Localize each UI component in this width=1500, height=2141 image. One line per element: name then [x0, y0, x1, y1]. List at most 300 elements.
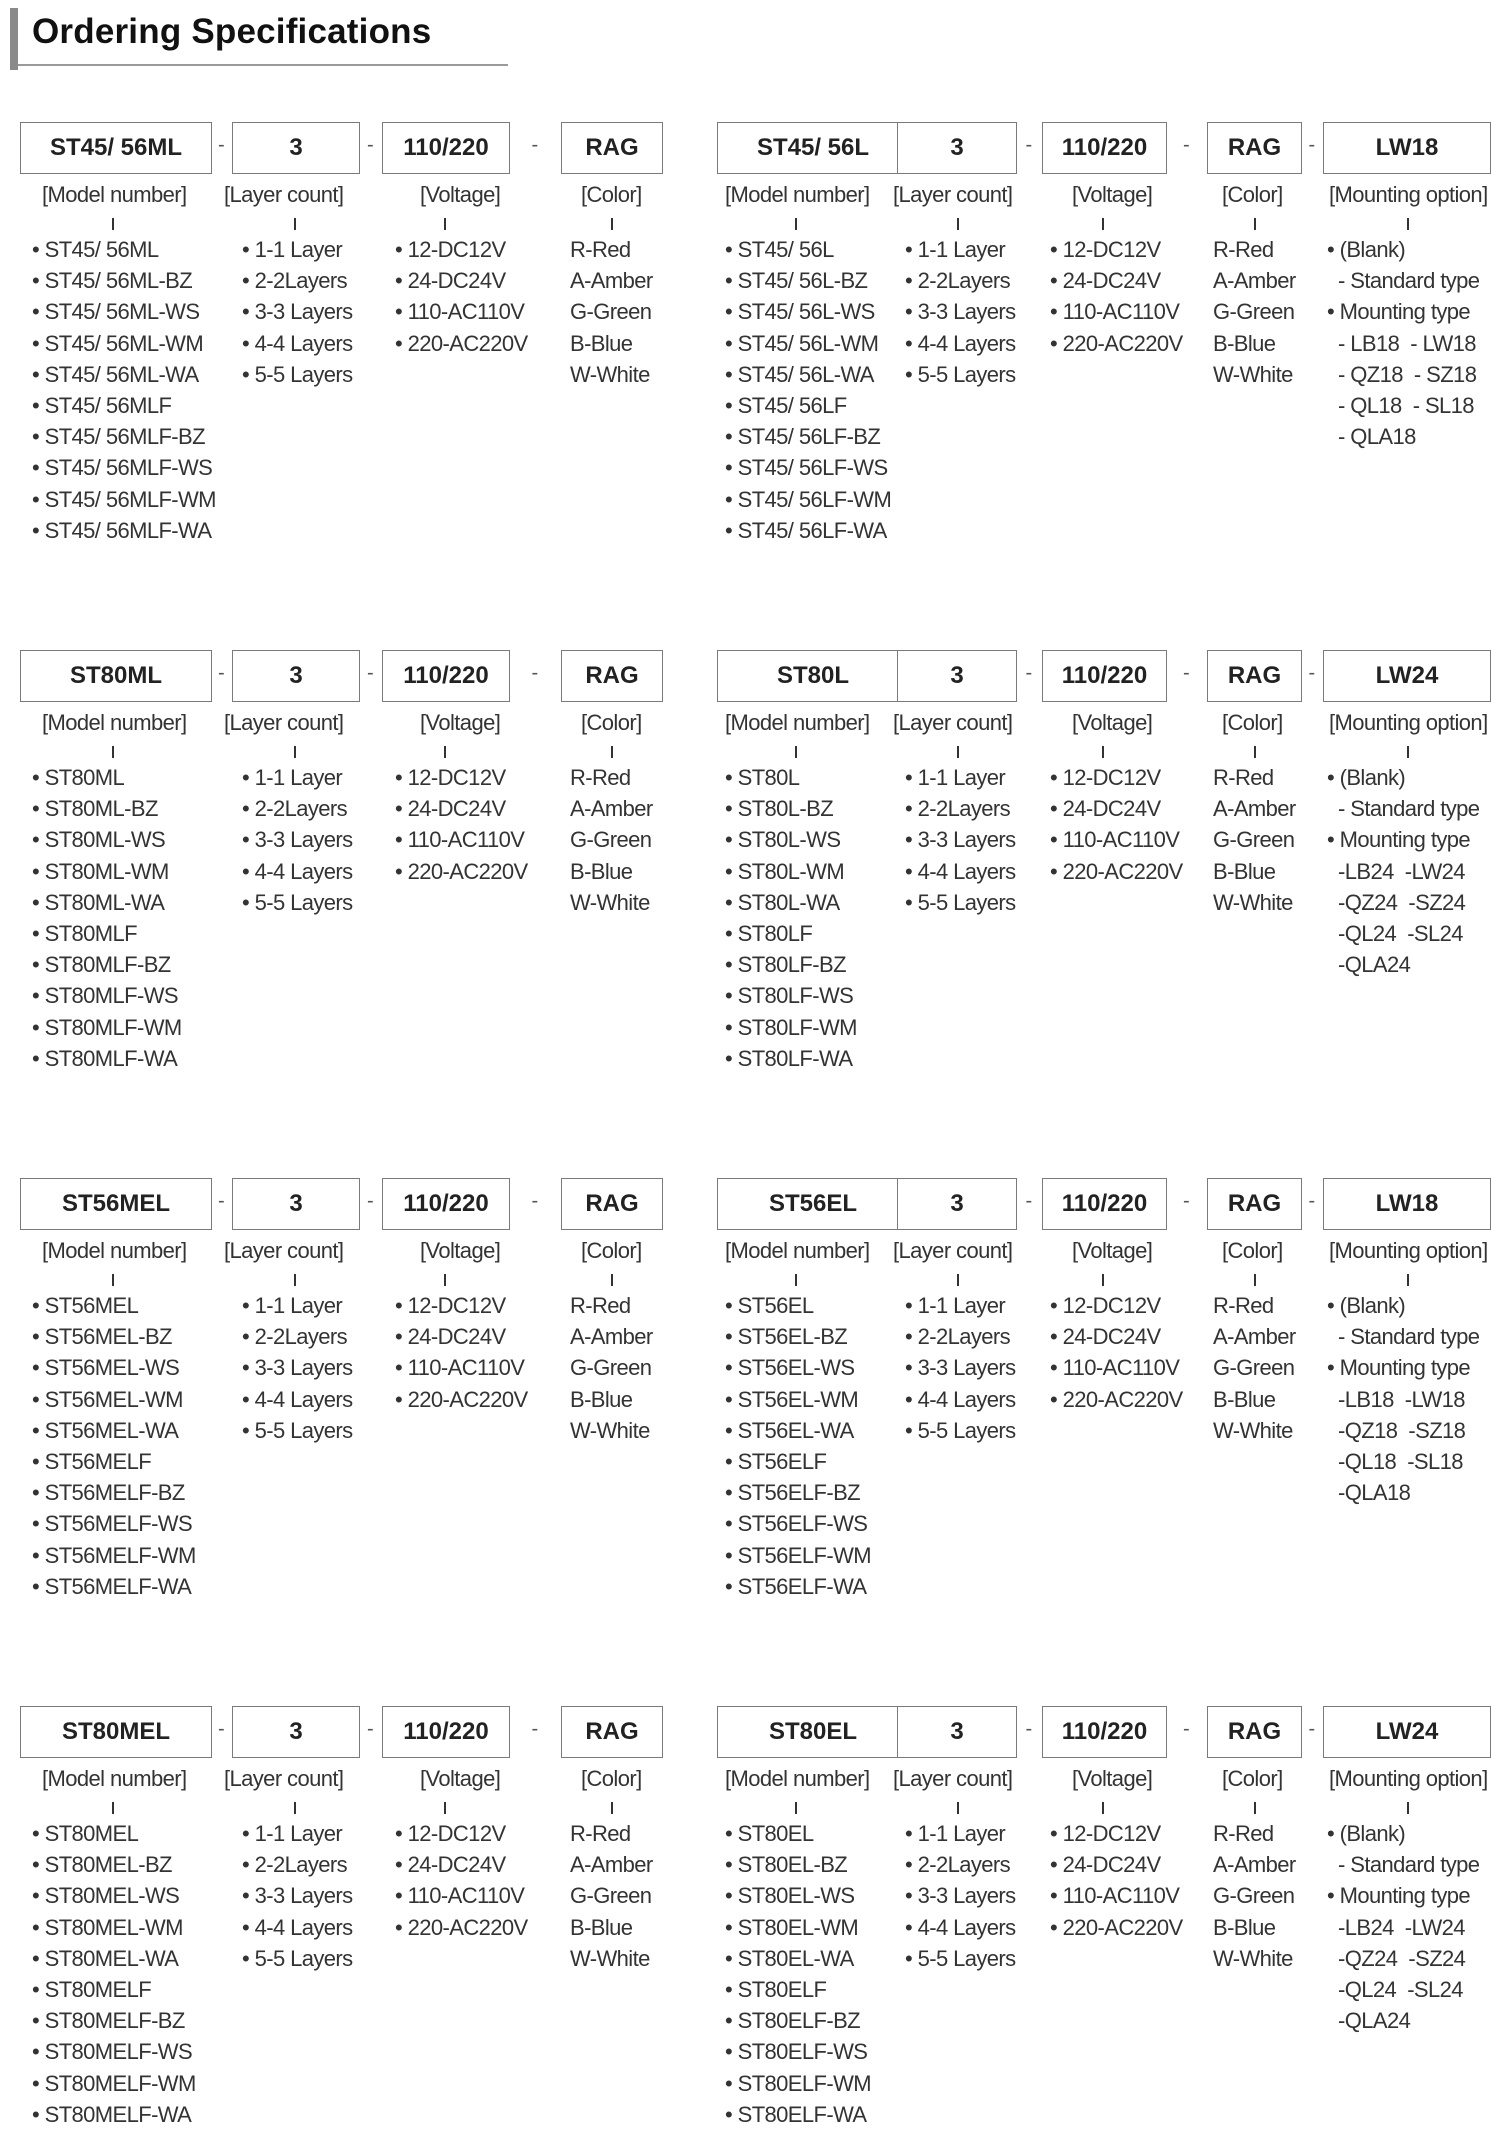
list-item: • ST80MELF [32, 1976, 152, 2002]
list-item: R-Red [570, 1293, 631, 1318]
mounting-options-list [1327, 762, 1479, 980]
list-item: • ST45/ 56L [725, 237, 834, 262]
model-options-list [32, 234, 216, 546]
list-item: • ST45/ 56LF-WA [725, 517, 887, 543]
color-options-list [570, 1290, 653, 1446]
connector-tick [294, 218, 296, 230]
connector-tick [112, 218, 114, 230]
list-item: • 24-DC24V [395, 1852, 506, 1878]
list-item: • Mounting type [1327, 827, 1471, 853]
list-item: • 24-DC24V [1050, 268, 1161, 294]
list-item: • 110-AC110V [1050, 299, 1180, 325]
voltage-label: [Voltage] [1072, 1766, 1153, 1791]
connector-tick [1254, 1802, 1256, 1814]
list-item: • 24-DC24V [1050, 1852, 1161, 1878]
model-options-list [725, 1290, 871, 1602]
list-item: • 220-AC220V [1050, 858, 1183, 884]
list-item: • 3-3 Layers [242, 1883, 353, 1909]
list-item: R-Red [1213, 237, 1274, 262]
list-item: • 5-5 Layers [905, 1417, 1016, 1443]
list-item: • 1-1 Layer [905, 1293, 1006, 1318]
list-item: • 220-AC220V [395, 1386, 528, 1412]
list-item: • 4-4 Layers [242, 858, 353, 884]
color-code-box: RAG [1207, 1178, 1302, 1230]
list-item: • ST80ML [32, 765, 125, 790]
list-item: • ST80MELF-WA [32, 2101, 192, 2127]
list-item: • ST80MEL-WS [32, 1883, 180, 1909]
list-item: • ST56MEL-WM [32, 1386, 183, 1412]
list-item: • ST80LF-WM [725, 1014, 857, 1040]
separator-dash: - [531, 1718, 539, 1740]
layer-options-list [905, 234, 1016, 390]
list-item: • ST45/ 56ML-BZ [32, 268, 193, 294]
list-item: • 110-AC110V [395, 1355, 525, 1381]
separator-dash: - [1308, 1718, 1316, 1740]
list-item: W-White [570, 1945, 650, 1971]
list-item: • ST80ML-WA [32, 889, 165, 915]
connector-tick [795, 746, 797, 758]
mounting-label: [Mounting option] [1329, 710, 1488, 735]
list-item: • 5-5 Layers [905, 889, 1016, 915]
connector-tick [1407, 1274, 1409, 1286]
list-item: • 24-DC24V [1050, 796, 1161, 822]
list-item: • ST80EL-WM [725, 1914, 859, 1940]
list-item: • 12-DC12V [395, 765, 506, 790]
list-item: B-Blue [570, 858, 633, 884]
list-item: • 5-5 Layers [242, 1417, 353, 1443]
color-options-list [1213, 1818, 1296, 1974]
list-item: -QZ24 -SZ24 [1327, 1945, 1466, 1971]
list-item: • ST45/ 56LF-WM [725, 486, 892, 512]
list-item: • ST80L-BZ [725, 796, 834, 822]
connector-tick [294, 1802, 296, 1814]
layer-label: [Layer count] [893, 182, 1013, 207]
connector-tick [294, 1274, 296, 1286]
mounting-label: [Mounting option] [1329, 1766, 1488, 1791]
layer-code-box: 3 [897, 650, 1017, 702]
list-item: • Mounting type [1327, 1883, 1471, 1909]
separator-dash: - [1183, 1190, 1190, 1212]
list-item: • 24-DC24V [395, 268, 506, 294]
list-item: G-Green [1213, 1355, 1295, 1381]
connector-tick [112, 1274, 114, 1286]
list-item: W-White [570, 889, 650, 915]
list-item: • ST80ELF [725, 1976, 827, 2002]
list-item: • ST80EL [725, 1821, 814, 1846]
list-item: A-Amber [1213, 796, 1296, 822]
connector-tick [1407, 746, 1409, 758]
list-item: • 110-AC110V [395, 1883, 525, 1909]
list-item: • ST56MELF-WM [32, 1542, 196, 1568]
layer-code-box: 3 [232, 650, 360, 702]
section-header [10, 8, 500, 70]
separator-dash: - [218, 1190, 225, 1212]
voltage-label: [Voltage] [420, 710, 501, 735]
list-item: • 2-2Layers [905, 1852, 1011, 1878]
connector-tick [1254, 1274, 1256, 1286]
list-item: -LB24 -LW24 [1327, 858, 1465, 884]
voltage-code-box: 110/220 [382, 1706, 510, 1758]
model-label: [Model number] [725, 182, 870, 207]
list-item: • 220-AC220V [395, 1914, 528, 1940]
list-item: A-Amber [570, 796, 653, 822]
connector-tick [1102, 1274, 1104, 1286]
list-item: • 5-5 Layers [905, 1945, 1016, 1971]
list-item: • ST80ELF-WA [725, 2101, 867, 2127]
separator-dash: - [367, 1718, 374, 1740]
voltage-options-list [395, 234, 528, 359]
layer-label: [Layer count] [224, 182, 344, 207]
list-item: B-Blue [1213, 1914, 1276, 1940]
list-item: • ST80L-WA [725, 889, 840, 915]
list-item: -LB18 -LW18 [1327, 1386, 1465, 1412]
list-item: B-Blue [570, 1386, 633, 1412]
list-item: • ST80ELF-WS [725, 2039, 868, 2065]
model-options-list [32, 1818, 196, 2130]
mounting-code-box: LW18 [1323, 1178, 1491, 1230]
list-item: • 2-2Layers [242, 796, 348, 822]
list-item: • 4-4 Layers [905, 1386, 1016, 1412]
color-options-list [1213, 234, 1296, 390]
list-item: • ST56EL-WM [725, 1386, 859, 1412]
list-item: R-Red [570, 237, 631, 262]
list-item: • 110-AC110V [1050, 1355, 1180, 1381]
list-item: • 2-2Layers [242, 1852, 348, 1878]
layer-code-box: 3 [232, 122, 360, 174]
list-item: • 3-3 Layers [242, 299, 353, 325]
model-code-box: ST45/ 56ML [20, 122, 212, 174]
list-item: -QLA24 [1327, 2008, 1411, 2034]
list-item: • ST80ELF-BZ [725, 2008, 860, 2034]
color-options-list [570, 1818, 653, 1974]
list-item: • ST56EL-WA [725, 1417, 854, 1443]
list-item: • ST80L-WM [725, 858, 845, 884]
list-item: • ST45/ 56LF [725, 392, 847, 418]
separator-dash: - [1308, 134, 1316, 156]
page-title: Ordering Specifications [32, 12, 432, 51]
connector-tick [1407, 218, 1409, 230]
model-code-box: ST80MEL [20, 1706, 212, 1758]
list-item: A-Amber [1213, 1852, 1296, 1878]
list-item: R-Red [1213, 1821, 1274, 1846]
list-item: • ST80MLF-BZ [32, 952, 171, 978]
layer-label: [Layer count] [893, 1238, 1013, 1263]
list-item: • 12-DC12V [395, 237, 506, 262]
list-item: • ST56MEL-WA [32, 1417, 179, 1443]
connector-tick [112, 746, 114, 758]
list-item: • 5-5 Layers [242, 889, 353, 915]
list-item: G-Green [570, 1355, 652, 1381]
header-accent-bar [10, 8, 18, 70]
list-item: • 5-5 Layers [242, 361, 353, 387]
model-label: [Model number] [42, 710, 187, 735]
layer-code-box: 3 [232, 1178, 360, 1230]
color-code-box: RAG [561, 1178, 663, 1230]
list-item: • ST56MEL-BZ [32, 1324, 172, 1350]
list-item: • 110-AC110V [1050, 1883, 1180, 1909]
list-item: • ST45/ 56MLF [32, 392, 172, 418]
color-options-list [570, 234, 653, 390]
list-item: • 2-2Layers [905, 796, 1011, 822]
list-item: • 24-DC24V [1050, 1324, 1161, 1350]
list-item: • ST80ML-WS [32, 827, 166, 853]
list-item: A-Amber [570, 1324, 653, 1350]
list-item: • ST80MLF-WA [32, 1045, 178, 1071]
list-item: • ST56MEL-WS [32, 1355, 180, 1381]
voltage-options-list [395, 762, 528, 887]
mounting-options-list [1327, 1290, 1479, 1508]
list-item: • ST45/ 56MLF-WS [32, 455, 213, 481]
list-item: B-Blue [570, 1914, 633, 1940]
list-item: G-Green [1213, 1883, 1295, 1909]
connector-tick [1407, 1802, 1409, 1814]
list-item: • ST45/ 56L-BZ [725, 268, 868, 294]
model-code-box: ST80EL [717, 1706, 909, 1758]
list-item: B-Blue [570, 330, 633, 356]
list-item: • 1-1 Layer [242, 765, 343, 790]
list-item: • ST56ELF [725, 1448, 827, 1474]
list-item: B-Blue [1213, 858, 1276, 884]
layer-code-box: 3 [897, 122, 1017, 174]
list-item: R-Red [570, 765, 631, 790]
list-item: • 110-AC110V [395, 299, 525, 325]
layer-label: [Layer count] [893, 1766, 1013, 1791]
list-item: • ST80MLF-WS [32, 983, 178, 1009]
list-item: • ST80ELF-WM [725, 2070, 871, 2096]
color-code-box: RAG [561, 650, 663, 702]
layer-options-list [905, 1290, 1016, 1446]
list-item: -QL18 -SL18 [1327, 1448, 1463, 1474]
list-item: • 12-DC12V [1050, 237, 1161, 262]
list-item: • 2-2Layers [242, 1324, 348, 1350]
list-item: • ST80EL-WA [725, 1945, 854, 1971]
list-item: • ST56EL-BZ [725, 1324, 848, 1350]
separator-dash: - [218, 134, 225, 156]
model-label: [Model number] [725, 1238, 870, 1263]
list-item: • 2-2Layers [905, 268, 1011, 294]
color-label: [Color] [1222, 1238, 1283, 1263]
layer-code-box: 3 [897, 1706, 1017, 1758]
voltage-label: [Voltage] [420, 182, 501, 207]
list-item: • 12-DC12V [1050, 1293, 1161, 1318]
list-item: • 3-3 Layers [242, 1355, 353, 1381]
color-label: [Color] [581, 710, 642, 735]
list-item: • ST56MEL [32, 1293, 139, 1318]
separator-dash: - [531, 662, 539, 684]
list-item: • 3-3 Layers [905, 827, 1016, 853]
list-item: -QLA18 [1327, 1480, 1411, 1506]
list-item: • ST80MELF-WM [32, 2070, 196, 2096]
list-item: • 1-1 Layer [242, 237, 343, 262]
header-underline [18, 64, 508, 66]
layer-code-box: 3 [897, 1178, 1017, 1230]
layer-options-list [242, 762, 353, 918]
color-label: [Color] [581, 1238, 642, 1263]
list-item: • 24-DC24V [395, 796, 506, 822]
voltage-options-list [1050, 1290, 1183, 1415]
connector-tick [611, 746, 613, 758]
list-item: • 110-AC110V [1050, 827, 1180, 853]
list-item: • 5-5 Layers [905, 361, 1016, 387]
list-item: • ST80MELF-BZ [32, 2008, 185, 2034]
list-item: • (Blank) [1327, 237, 1406, 262]
mounting-code-box: LW24 [1323, 650, 1491, 702]
separator-dash: - [1025, 1718, 1033, 1740]
model-code-box: ST56EL [717, 1178, 909, 1230]
list-item: G-Green [570, 299, 652, 325]
list-item: • 220-AC220V [1050, 1386, 1183, 1412]
voltage-code-box: 110/220 [1042, 650, 1167, 702]
connector-tick [795, 1802, 797, 1814]
list-item: • ST80MELF-WS [32, 2039, 193, 2065]
layer-options-list [905, 762, 1016, 918]
list-item: • 4-4 Layers [242, 1386, 353, 1412]
connector-tick [1102, 746, 1104, 758]
list-item: G-Green [1213, 299, 1295, 325]
separator-dash: - [1025, 1190, 1033, 1212]
model-label: [Model number] [725, 1766, 870, 1791]
list-item: • ST80ML-WM [32, 858, 169, 884]
mounting-code-box: LW18 [1323, 122, 1491, 174]
connector-tick [611, 1802, 613, 1814]
connector-tick [444, 218, 446, 230]
list-item: • 3-3 Layers [905, 1355, 1016, 1381]
layer-code-box: 3 [232, 1706, 360, 1758]
connector-tick [1102, 218, 1104, 230]
list-item: • ST45/ 56MLF-BZ [32, 424, 205, 450]
list-item: G-Green [570, 827, 652, 853]
separator-dash: - [1183, 662, 1190, 684]
color-options-list [570, 762, 653, 918]
list-item: • 220-AC220V [395, 330, 528, 356]
list-item: • ST45/ 56MLF-WA [32, 517, 212, 543]
list-item: - Standard type [1327, 268, 1480, 294]
connector-tick [611, 218, 613, 230]
voltage-label: [Voltage] [1072, 1238, 1153, 1263]
list-item: • 110-AC110V [395, 827, 525, 853]
separator-dash: - [218, 662, 225, 684]
color-code-box: RAG [1207, 650, 1302, 702]
list-item: B-Blue [1213, 1386, 1276, 1412]
list-item: • ST56ELF-WM [725, 1542, 871, 1568]
list-item: - QZ18 - SZ18 [1327, 361, 1477, 387]
list-item: • 12-DC12V [1050, 1821, 1161, 1846]
voltage-options-list [1050, 1818, 1183, 1943]
color-code-box: RAG [561, 122, 663, 174]
model-label: [Model number] [42, 182, 187, 207]
connector-tick [444, 746, 446, 758]
list-item: • ST45/ 56L-WS [725, 299, 875, 325]
list-item: • 220-AC220V [1050, 330, 1183, 356]
list-item: • 1-1 Layer [905, 765, 1006, 790]
connector-tick [957, 218, 959, 230]
connector-tick [957, 746, 959, 758]
list-item: • ST45/ 56ML-WA [32, 361, 199, 387]
model-options-list [725, 1818, 871, 2130]
connector-tick [957, 1802, 959, 1814]
list-item: • 24-DC24V [395, 1324, 506, 1350]
list-item: • 1-1 Layer [905, 1821, 1006, 1846]
connector-tick [611, 1274, 613, 1286]
separator-dash: - [218, 1718, 225, 1740]
mounting-label: [Mounting option] [1329, 182, 1488, 207]
connector-tick [112, 1802, 114, 1814]
voltage-label: [Voltage] [1072, 182, 1153, 207]
voltage-code-box: 110/220 [382, 650, 510, 702]
model-code-box: ST45/ 56L [717, 122, 909, 174]
list-item: • Mounting type [1327, 1355, 1471, 1381]
model-options-list [32, 762, 182, 1074]
model-label: [Model number] [725, 710, 870, 735]
list-item: R-Red [1213, 765, 1274, 790]
list-item: -QL24 -SL24 [1327, 1976, 1463, 2002]
list-item: • 4-4 Layers [905, 330, 1016, 356]
color-code-box: RAG [561, 1706, 663, 1758]
separator-dash: - [1308, 1190, 1316, 1212]
model-label: [Model number] [42, 1238, 187, 1263]
separator-dash: - [1025, 662, 1033, 684]
list-item: A-Amber [570, 268, 653, 294]
list-item: • ST80MEL-WA [32, 1945, 179, 1971]
list-item: • ST80L [725, 765, 800, 790]
list-item: • 4-4 Layers [242, 1914, 353, 1940]
list-item: • ST45/ 56L-WA [725, 361, 874, 387]
list-item: • ST56MELF-WS [32, 1511, 193, 1537]
voltage-options-list [1050, 234, 1183, 359]
mounting-options-list [1327, 1818, 1479, 2036]
connector-tick [444, 1274, 446, 1286]
voltage-code-box: 110/220 [382, 122, 510, 174]
voltage-code-box: 110/220 [1042, 1706, 1167, 1758]
color-options-list [1213, 762, 1296, 918]
list-item: • ST56EL [725, 1293, 814, 1318]
list-item: • ST56MELF-BZ [32, 1480, 185, 1506]
color-label: [Color] [1222, 182, 1283, 207]
model-label: [Model number] [42, 1766, 187, 1791]
list-item: • 3-3 Layers [242, 827, 353, 853]
list-item: • ST80EL-BZ [725, 1852, 848, 1878]
list-item: • 220-AC220V [395, 858, 528, 884]
list-item: • 12-DC12V [395, 1821, 506, 1846]
list-item: - QL18 - SL18 [1327, 392, 1474, 418]
layer-options-list [242, 234, 353, 390]
list-item: W-White [570, 361, 650, 387]
list-item: • ST80EL-WS [725, 1883, 855, 1909]
list-item: W-White [1213, 1945, 1293, 1971]
list-item: • ST56ELF-WA [725, 1573, 867, 1599]
color-code-box: RAG [1207, 122, 1302, 174]
list-item: • ST45/ 56ML-WS [32, 299, 200, 325]
mounting-options-list [1327, 234, 1479, 452]
voltage-label: [Voltage] [420, 1766, 501, 1791]
list-item: • ST80LF-BZ [725, 952, 846, 978]
color-label: [Color] [581, 182, 642, 207]
separator-dash: - [1308, 662, 1316, 684]
list-item: -QZ24 -SZ24 [1327, 889, 1466, 915]
list-item: • 1-1 Layer [242, 1821, 343, 1846]
list-item: • Mounting type [1327, 299, 1471, 325]
list-item: • ST80MLF [32, 920, 137, 946]
list-item: G-Green [570, 1883, 652, 1909]
list-item: • 3-3 Layers [905, 1883, 1016, 1909]
list-item: • ST80MLF-WM [32, 1014, 182, 1040]
list-item: G-Green [1213, 827, 1295, 853]
list-item: - QLA18 [1327, 424, 1416, 450]
list-item: • ST80LF-WA [725, 1045, 853, 1071]
list-item: A-Amber [1213, 1324, 1296, 1350]
layer-label: [Layer count] [224, 1766, 344, 1791]
list-item: - Standard type [1327, 1324, 1480, 1350]
